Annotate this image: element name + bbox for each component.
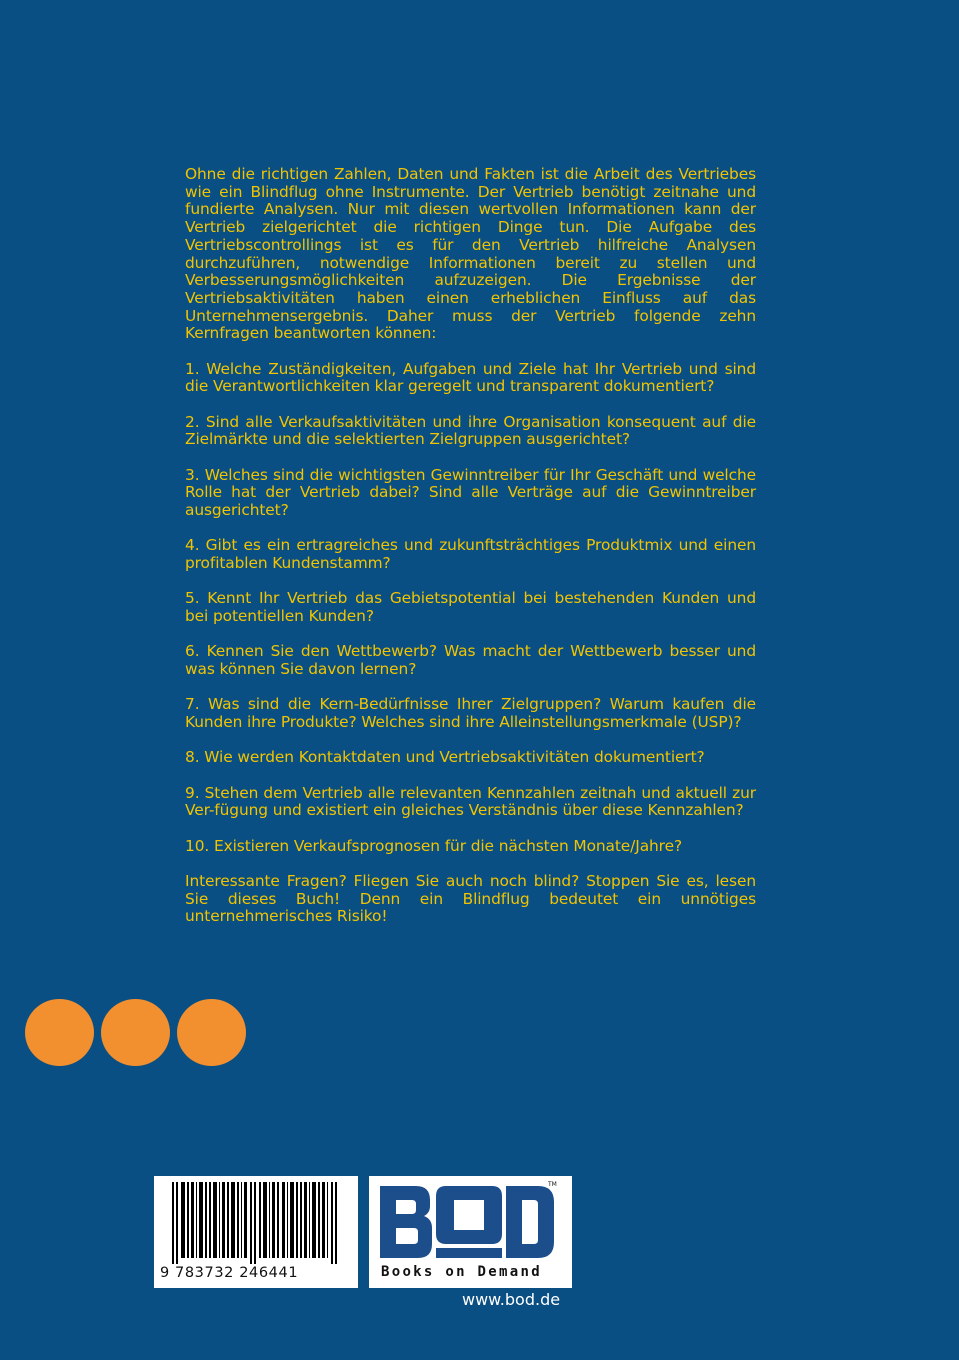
publisher-tagline: Books on Demand <box>381 1264 542 1280</box>
question-6: 6. Kennen Sie den Wettbewerb? Was macht der Wettbewerb besser und was können Sie davon lernen? <box>185 642 756 679</box>
question-9: 9. Stehen dem Vertrieb alle relevanten Kennzahlen zeitnah und aktuell zur Ver-fügung und existiert ein gleiches Verständnis über diese Kennzahlen? <box>185 783 756 820</box>
isbn-barcode <box>154 1176 358 1288</box>
publisher-url: www.bod.de <box>462 1290 561 1309</box>
question-10: 10. Existieren Verkaufsprognosen für die nächsten Monate/Jahre? <box>185 836 683 855</box>
bod-logo-icon <box>378 1182 558 1262</box>
intro-paragraph: Ohne die richtigen Zahlen, Daten und Fakten ist die Arbeit des Vertriebes wie ein Blindflug ohne Instrumente. Der Vertrieb benötigt zeitnahe und fundierte Analysen. Nur mit diesen wertvollen Informationen kann der Vertrieb zielgerichtet die richtigen Dinge tun. Die Aufgabe des Vertriebscontrollings ist es für den Vertrieb hilfreiche Analysen durchzuführen, notwendige Informationen bereit zu stellen und Verbesserungsmöglichkeiten aufzuzeigen. Die Ergebnisse der Vertriebsaktivitäten haben einen erheblichen Einfluss auf das Unternehmensergebnis. Daher muss der Vertrieb folgende zehn Kernfragen beantworten können: <box>185 165 756 343</box>
isbn-digits: 9 783732 246441 <box>160 1265 299 1281</box>
decorative-dots <box>25 999 246 1066</box>
barcode-bars <box>172 1182 342 1264</box>
orange-dot <box>101 999 170 1066</box>
orange-dot <box>177 999 246 1066</box>
question-7: 7. Was sind die Kern-Bedürfnisse Ihrer Zielgruppen? Warum kaufen die Kunden ihre Produkte? Welches sind ihre Alleinstellungsmerkmale (USP)? <box>185 695 756 732</box>
back-cover-text <box>185 166 756 944</box>
question-2: 2. Sind alle Verkaufsaktivitäten und ihre Organisation konsequent auf die Zielmärkte und die selektierten Zielgruppen ausgerichtet? <box>185 412 756 449</box>
question-1: 1. Welche Zuständigkeiten, Aufgaben und Ziele hat Ihr Vertrieb und sind die Verantwortlichkeiten klar geregelt und transparent dokumentiert? <box>185 359 756 396</box>
question-5: 5. Kennt Ihr Vertrieb das Gebietspotential bei bestehenden Kunden und bei potentiellen Kunden? <box>185 589 756 626</box>
publisher-logo <box>369 1176 572 1288</box>
closing-paragraph: Interessante Fragen? Fliegen Sie auch noch blind? Stoppen Sie es, lesen Sie dieses Buch! Denn ein Blindflug bedeutet ein unnötiges unternehmerisches Risiko! <box>185 871 756 926</box>
orange-dot <box>25 999 94 1066</box>
question-4: 4. Gibt es ein ertragreiches und zukunftsträchtiges Produktmix und einen profitablen Kundenstamm? <box>185 536 756 573</box>
question-8: 8. Wie werden Kontaktdaten und Vertriebsaktivitäten dokumentiert? <box>185 748 705 767</box>
trademark-label: TM <box>548 1181 557 1188</box>
question-3: 3. Welches sind die wichtigsten Gewinntreiber für Ihr Geschäft und welche Rolle hat der Vertrieb dabei? Sind alle Verträge auf die Gewinntreiber ausgerichtet? <box>185 465 756 520</box>
